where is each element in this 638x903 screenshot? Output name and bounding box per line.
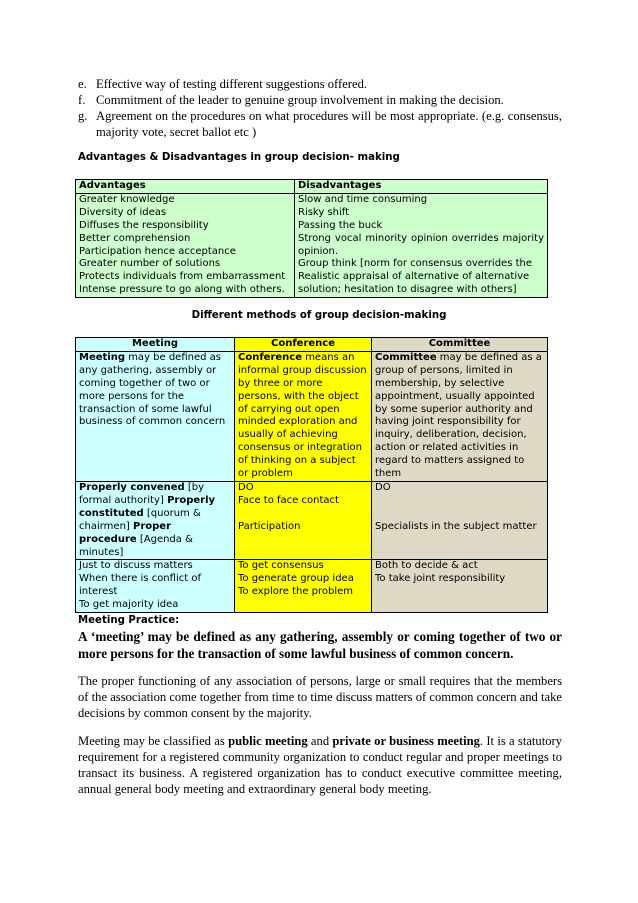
- table-row: [76, 560, 548, 613]
- disadvantage-item: Passing the buck: [298, 219, 383, 231]
- list-item-text: Effective way of testing different suggestions offered.: [96, 77, 368, 91]
- requirement-note: [by formal authority]: [79, 481, 205, 506]
- meeting-purpose: Just to discuss matters: [79, 560, 193, 572]
- list-item-text: Commitment of the leader to genuine group involvement in making the decision.: [96, 93, 504, 107]
- disadvantage-item: Slow and time consuming: [298, 193, 428, 205]
- paragraph: [78, 733, 562, 797]
- conference-definition: means an informal group discussion by three or more persons, with the object of carrying out open minded exploration and usually of achieving consensus or integration of thinking on a subject or problem: [238, 351, 367, 480]
- advantage-item: Greater knowledge: [79, 193, 175, 205]
- list-marker: e.: [78, 77, 87, 91]
- committee-do: DO: [375, 481, 391, 493]
- committee-requirements-cell: [372, 481, 548, 559]
- table-header-row: [76, 338, 548, 352]
- spacer: [375, 508, 544, 521]
- advantages-disadvantages-table: [75, 179, 548, 298]
- meeting-purpose: When there is conflict of interest: [79, 573, 201, 598]
- practice-heading: Meeting Practice:: [78, 615, 180, 626]
- disadvantages-header: Disadvantages: [295, 180, 548, 194]
- paragraph: The proper functioning of any association of persons, large or small requires that the members of the association come together from time to time discuss matters of common concern and take decisions by common consent by the majority.: [78, 674, 562, 720]
- paragraph-text: and: [307, 734, 333, 748]
- requirement-term: Properly convened: [79, 481, 185, 493]
- disadvantage-item: Strong vocal minority opinion overrides majority opinion.: [298, 232, 544, 257]
- conference-definition-cell: [235, 351, 372, 481]
- meeting-definition-statement: A ‘meeting’ may be defined as any gathering, assembly or coming together of two or more persons for the transaction of some lawful business of common concern.: [78, 629, 562, 661]
- meeting-requirements-cell: [76, 481, 235, 559]
- meeting-purpose: To get majority idea: [79, 599, 179, 611]
- disadvantage-item: Realistic appraisal of alternative of alternative: [298, 271, 530, 283]
- conference-purpose: To get consensus: [238, 560, 324, 572]
- list-item-text: Agreement on the procedures on what procedures will be most appropriate. (e.g. consensus, majority vote, secret ballot etc ): [96, 109, 562, 139]
- advantages-cell: [76, 193, 295, 297]
- advantage-item: Better comprehension: [79, 232, 191, 244]
- list-item: [78, 92, 562, 108]
- meeting-definition-cell: [76, 351, 235, 481]
- list-marker: g.: [78, 109, 88, 123]
- committee-purpose-cell: [372, 560, 548, 613]
- disadvantage-item: Risky shift: [298, 206, 350, 218]
- list-item: [78, 108, 562, 140]
- disadvantages-cell: [295, 193, 548, 297]
- conference-purpose: To generate group idea: [238, 573, 354, 585]
- conference-requirement: Participation: [238, 520, 301, 532]
- requirement-note: [quorum & chairmen]: [79, 507, 201, 532]
- methods-heading: Different methods of group decision-making: [191, 310, 447, 321]
- spacer: [375, 495, 544, 508]
- conference-header: Conference: [235, 338, 372, 352]
- committee-purpose: Both to decide & act: [375, 560, 478, 572]
- emphasis-term: private or business meeting: [332, 734, 480, 748]
- conference-term: Conference: [238, 351, 303, 363]
- committee-purpose: To take joint responsibility: [375, 573, 506, 585]
- committee-requirement: Specialists in the subject matter: [375, 520, 537, 532]
- table-header-row: [76, 180, 548, 194]
- conference-requirement: Face to face contact: [238, 494, 339, 506]
- advantage-item: Protects individuals from embarrassment: [79, 271, 286, 283]
- methods-table: [75, 337, 548, 613]
- advantage-item: Diversity of ideas: [79, 206, 167, 218]
- conference-do: DO: [238, 481, 254, 493]
- committee-header: Committee: [372, 338, 548, 352]
- disadvantage-item: solution; hesitation to disagree with others]: [298, 284, 517, 296]
- table-row: [76, 481, 548, 559]
- meeting-term: Meeting: [79, 351, 126, 363]
- paragraph-text: . It is a statutory requirement for a registered community organization to conduct regular and proper meetings to transact its business. A registered organization has to conduct executive committee meeting, annual general body meeting and extraordinary general body meeting.: [78, 734, 562, 796]
- disadvantage-item: Group think [norm for consensus overrides the: [298, 258, 533, 270]
- meeting-definition: may be defined as any gathering, assembly or coming together of two or more persons for the transaction of some lawful business of common concern: [79, 351, 226, 428]
- requirement-term: Properly constituted: [79, 494, 216, 519]
- conference-purpose-cell: [235, 560, 372, 613]
- advantage-item: Greater number of solutions: [79, 258, 221, 270]
- emphasis-term: public meeting: [228, 734, 308, 748]
- advantages-header: Advantages: [76, 180, 295, 194]
- table-row: [76, 351, 548, 481]
- table-row: [76, 193, 548, 297]
- requirement-note: [Agenda & minutes]: [79, 533, 193, 558]
- advantages-heading: Advantages & Disadvantages in group decision- making: [78, 152, 400, 163]
- meeting-header: Meeting: [76, 338, 235, 352]
- spacer: [238, 508, 368, 521]
- meeting-purpose-cell: [76, 560, 235, 613]
- conference-purpose: To explore the problem: [238, 586, 354, 598]
- conference-requirements-cell: [235, 481, 372, 559]
- advantage-item: Diffuses the responsibility: [79, 219, 209, 231]
- criteria-list: [78, 76, 562, 140]
- committee-term: Committee: [375, 351, 437, 363]
- advantage-item: Intense pressure to go along with others.: [79, 284, 285, 296]
- paragraph-text: Meeting may be classified as: [78, 734, 229, 748]
- committee-definition: may be defined as a group of persons, limited in membership, by selective appointment, usually appointed by some superior authority and having joint responsibility for inquiry, deliberation, decision, action or related activities in regard to matters assigned to them: [375, 351, 542, 480]
- requirement-term: Proper procedure: [79, 520, 172, 545]
- list-marker: f.: [78, 93, 86, 107]
- advantage-item: Participation hence acceptance: [79, 245, 236, 257]
- list-item: [78, 76, 562, 92]
- committee-definition-cell: [372, 351, 548, 481]
